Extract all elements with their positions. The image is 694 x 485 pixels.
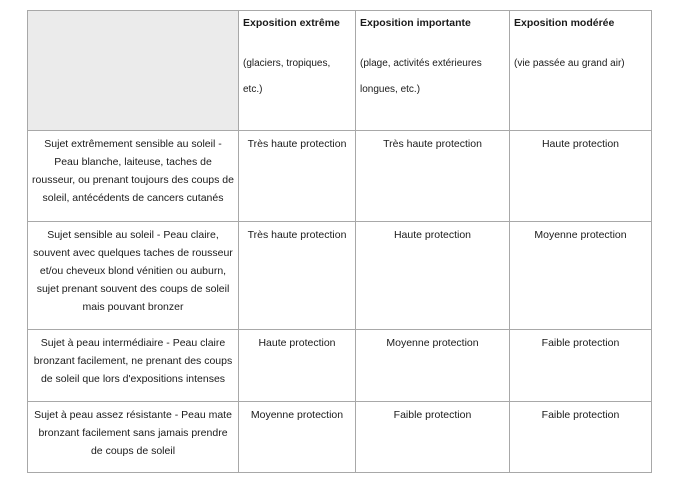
column-header-important bbox=[356, 11, 510, 131]
header-corner-cell bbox=[28, 11, 239, 131]
table-cell: Très haute protection bbox=[239, 222, 356, 330]
table-cell: Faible protection bbox=[510, 402, 652, 473]
table-cell: Moyenne protection bbox=[510, 222, 652, 330]
table-cell: Haute protection bbox=[510, 131, 652, 222]
table-cell: Très haute protection bbox=[356, 131, 510, 222]
column-header-subtitle: (plage, activités extérieures longues, etc.) bbox=[360, 58, 482, 95]
row-label: Sujet extrêmement sensible au soleil - Peau blanche, laiteuse, taches de rousseur, ou prenant toujours des coups de soleil, antécédents de cancers cutanés bbox=[28, 131, 239, 222]
table-cell: Faible protection bbox=[356, 402, 510, 473]
table-cell: Haute protection bbox=[356, 222, 510, 330]
table-cell: Moyenne protection bbox=[239, 402, 356, 473]
table-row bbox=[28, 330, 652, 402]
column-header-subtitle: (glaciers, tropiques, etc.) bbox=[243, 58, 331, 95]
table-row bbox=[28, 222, 652, 330]
column-header-title: Exposition modérée bbox=[514, 17, 615, 29]
table-cell: Très haute protection bbox=[239, 131, 356, 222]
table-row bbox=[28, 131, 652, 222]
column-header-moderate bbox=[510, 11, 652, 131]
table-cell: Haute protection bbox=[239, 330, 356, 402]
table-cell: Faible protection bbox=[510, 330, 652, 402]
table-header-row bbox=[28, 11, 652, 131]
column-header-subtitle: (vie passée au grand air) bbox=[514, 58, 625, 69]
column-header-title: Exposition extrême bbox=[243, 17, 340, 29]
table-cell: Moyenne protection bbox=[356, 330, 510, 402]
sun-protection-table bbox=[27, 10, 652, 473]
row-label: Sujet à peau intermédiaire - Peau claire bronzant facilement, ne prenant des coups de soleil que lors d'expositions intenses bbox=[28, 330, 239, 402]
row-label: Sujet à peau assez résistante - Peau mate bronzant facilement sans jamais prendre de coups de soleil bbox=[28, 402, 239, 473]
table-row bbox=[28, 402, 652, 473]
row-label: Sujet sensible au soleil - Peau claire, souvent avec quelques taches de rousseur et/ou cheveux blond vénitien ou auburn, sujet prenant souvent des coups de soleil mais pouvant bronzer bbox=[28, 222, 239, 330]
column-header-extreme bbox=[239, 11, 356, 131]
column-header-title: Exposition importante bbox=[360, 17, 471, 29]
